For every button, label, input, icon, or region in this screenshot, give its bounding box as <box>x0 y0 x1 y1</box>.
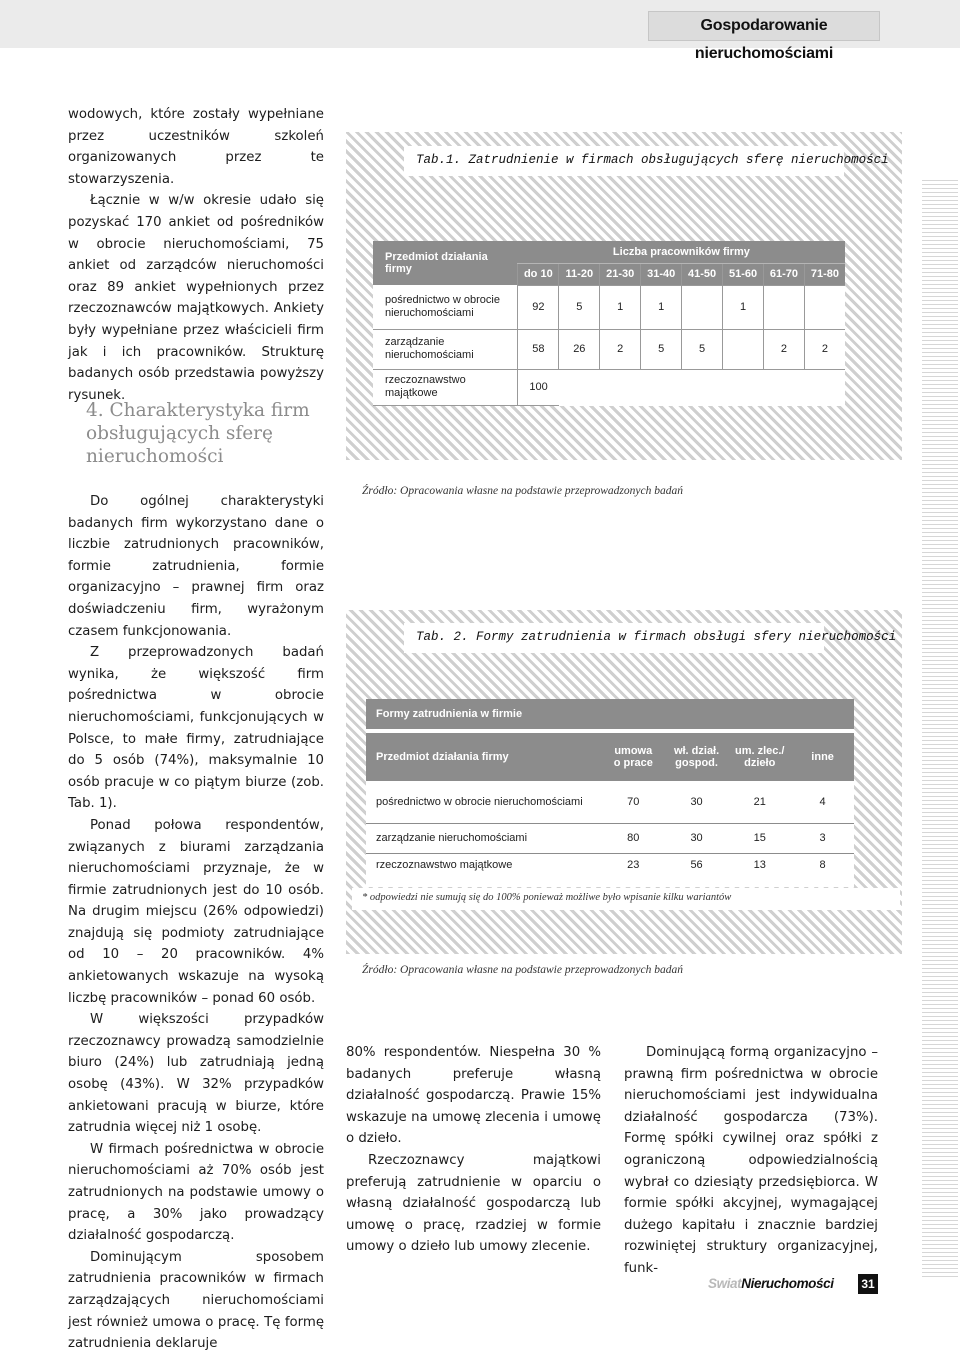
table-row <box>366 853 854 877</box>
table1-col-header: 11-20 <box>559 263 600 285</box>
table-cell: 26 <box>559 329 600 369</box>
table2-row-label: zarządzanie nieruchomościami <box>366 823 602 853</box>
table-cell: 80 <box>602 823 665 853</box>
table-cell: 1 <box>723 285 764 329</box>
table2-row-label: pośrednictwo w obrocie nieruchomościami <box>366 781 602 823</box>
table1-col-header: 61-70 <box>764 263 805 285</box>
table-cell: 13 <box>753 859 766 872</box>
table-row <box>366 823 854 853</box>
table-cell: 56 <box>690 859 703 872</box>
table-cell: 30 <box>665 823 728 853</box>
table-cell: 5 <box>682 329 723 369</box>
table-cell: 30 <box>665 781 728 823</box>
table-cell <box>804 369 845 405</box>
table2-col-header: um. zlec./ dzieło <box>728 733 791 781</box>
table2-wrapper <box>366 699 854 887</box>
table-cell <box>641 369 682 405</box>
table-cell <box>600 369 641 405</box>
table-cell <box>723 329 764 369</box>
table1-col-header: do 10 <box>518 263 559 285</box>
table-cell: 8 <box>819 859 826 872</box>
table-cell: 92 <box>518 285 559 329</box>
section-heading: 4. Charakterystyka firm obsługujących sferę nieruchomości <box>86 400 310 467</box>
left-column-intro <box>68 104 324 406</box>
table-cell: 2 <box>804 329 845 369</box>
paragraph: Z przeprowadzonych badań wynika, że większość firm pośrednictwa w obrocie nieruchomościami, funkcjonujących w Polsce, to małe firmy, zatrudniające do 5 osób (74%), maksymalnie 10 osób pracuje w co piątym biurze (zob. Tab. 1). <box>68 645 324 812</box>
table1-col-header: 21-30 <box>600 263 641 285</box>
table-cell <box>723 369 764 405</box>
table2-footnote: * odpowiedzi nie sumują się do 100% ponieważ możliwe było wpisanie kilku wariantów <box>362 892 732 903</box>
table-row <box>373 369 845 405</box>
table2-row-label: rzeczoznawstwo majątkowe <box>376 859 513 872</box>
paragraph: wodowych, które zostały wypełniane przez uczestników szkoleń organizowanych przez te stowarzyszenia. <box>68 107 324 187</box>
table2-title: Tab. 2. Formy zatrudnienia w firmach obsługi sfery nieruchomości <box>416 630 897 644</box>
paragraph: Łącznie w w/w okresie udało się pozyskać 170 ankiet od pośredników w obrocie nieruchomościami, 75 ankiet od zarządców nieruchomości oraz 89 ankiet wypełnionych przez rzeczoznawców majątkowych. Ankiety były wypełniane przez właścicieli firm jak i ich pracowników. Strukturę badanych osób przedstawia powyższy rysunek. <box>68 193 324 403</box>
table1-row-label: zarządzanie nieruchomościami <box>373 329 518 369</box>
table-cell: 70 <box>602 781 665 823</box>
section-label: Gospodarowanie nieruchomościami <box>648 11 880 41</box>
table-row <box>373 329 845 369</box>
page-number: 31 <box>858 1274 878 1294</box>
table-cell: 5 <box>641 329 682 369</box>
table-cell: 1 <box>600 285 641 329</box>
paragraph: Dominującą formą organizacyjno – prawną firm pośrednictwa w obrocie nieruchomościami jest indywidualna działalność gospodarcza (73%). Formę spółki cywilnej oraz spółki z ograniczoną odpowiedzialnością wybrał co dziesiąty przedsiębiorca. W formie spółki akcyjnej, wymagającej dużego kapitału i znacznie bardziej rozwiniętej struktury organizacyjnej, funk- <box>624 1045 878 1276</box>
left-column-body <box>68 491 324 1355</box>
paragraph: W firmach pośrednictwa w obrocie nieruchomościami aż 70% osób jest zatrudnionych na podstawie umowy o pracę, a 30% jako prowadzący działalność gospodarczą. <box>68 1141 324 1244</box>
logo-part: Swiat <box>708 1276 742 1291</box>
table-cell: 21 <box>728 781 791 823</box>
table-cell: 58 <box>518 329 559 369</box>
table1 <box>373 241 845 406</box>
table1-row-label: pośrednictwo w obrocie nieruchomościami <box>373 285 518 329</box>
table-cell <box>804 285 845 329</box>
table1-col-header: 31-40 <box>641 263 682 285</box>
table-cell: 2 <box>600 329 641 369</box>
paragraph: 80% respondentów. Niespełna 30 % badanych preferuje własną działalność gospodarczą. Prawie 15% wskazuje na umowę zlecenia i umowę o dzieło. <box>346 1045 601 1147</box>
table2 <box>366 699 854 877</box>
table-cell: 15 <box>728 823 791 853</box>
logo-part: Nieruchomości <box>741 1276 834 1291</box>
table1-row-header: Przedmiot działania firmy <box>373 241 518 285</box>
table1-col-header: 71-80 <box>804 263 845 285</box>
table-cell: 100 <box>518 369 559 405</box>
table-cell: 4 <box>791 781 854 823</box>
table2-col-header: wł. dział. gospod. <box>665 733 728 781</box>
table-cell <box>764 369 805 405</box>
table1-row-label: rzeczoznawstwo majątkowe <box>373 369 518 405</box>
magazine-logo <box>708 1276 834 1291</box>
table1-title: Tab.1. Zatrudnienie w firmach obsługujących sferę nieruchomości <box>416 153 889 167</box>
table1-group-header: Liczba pracowników firmy <box>518 241 845 263</box>
table-cell <box>559 369 600 405</box>
table1-col-header: 51-60 <box>723 263 764 285</box>
paragraph: Dominującym sposobem zatrudnienia pracowników w firmach zarządzających nieruchomościami jest również umowa o pracę. Tę formę zatrudnienia deklaruje <box>68 1249 324 1352</box>
table-cell: 3 <box>791 823 854 853</box>
table-cell <box>764 285 805 329</box>
paragraph: Rzeczoznawcy majątkowi preferują zatrudnienie w oparciu o własną działalność gospodarczą lub umowę o pracę, rzadziej w formie umowy o dzieło lub umowy zlecenie. <box>346 1152 601 1255</box>
table-cell: 2 <box>764 329 805 369</box>
table-cell: 1 <box>641 285 682 329</box>
table2-row-header: Przedmiot działania firmy <box>366 733 602 781</box>
decorative-rail <box>922 180 958 1280</box>
table2-col-header: umowa o prace <box>602 733 665 781</box>
table1-col-header: 41-50 <box>682 263 723 285</box>
middle-column <box>346 1042 601 1258</box>
table2-group-header: Formy zatrudnienia w firmie <box>366 699 854 729</box>
table-cell: 5 <box>559 285 600 329</box>
table1-source: Źródło: Opracowania własne na podstawie przeprowadzonych badań <box>362 485 683 497</box>
right-column <box>624 1042 878 1280</box>
table2-source: Źródło: Opracowania własne na podstawie przeprowadzonych badań <box>362 964 683 976</box>
table-row <box>373 285 845 329</box>
table-row <box>366 781 854 823</box>
table-cell <box>682 369 723 405</box>
table2-col-header: inne <box>791 733 854 781</box>
table-cell: 23 <box>627 859 640 872</box>
paragraph: W większości przypadków rzeczoznawcy prowadzą samodzielnie biuro (24%) lub zatrudniają jedną osobę (43%). W 32% przypadków ankietowani pracują w biurze, które zatrudnia więcej niż 1 osobę. <box>68 1012 324 1136</box>
paragraph: Ponad połowa respondentów, związanych z biurami zarządzania nieruchomościami przyznaje, że w firmie zatrudnionych jest do 10 osób. Na drugim miejscu (26% odpowiedzi) znajdują się podmioty zatrudniające od 10 – 20 pracowników. 4% ankietowanych wskazuje na wysoką liczbę pracowników – ponad 60 osób. <box>68 817 324 1006</box>
table-cell <box>682 285 723 329</box>
paragraph: Do ogólnej charakterystyki badanych firm wykorzystano dane o liczbie zatrudnionych pracowników, formie zatrudnienia, formie organizacyjno – prawnej firm oraz doświadczeniu firm, wyrażonym czasem funkcjonowania. <box>68 494 324 639</box>
